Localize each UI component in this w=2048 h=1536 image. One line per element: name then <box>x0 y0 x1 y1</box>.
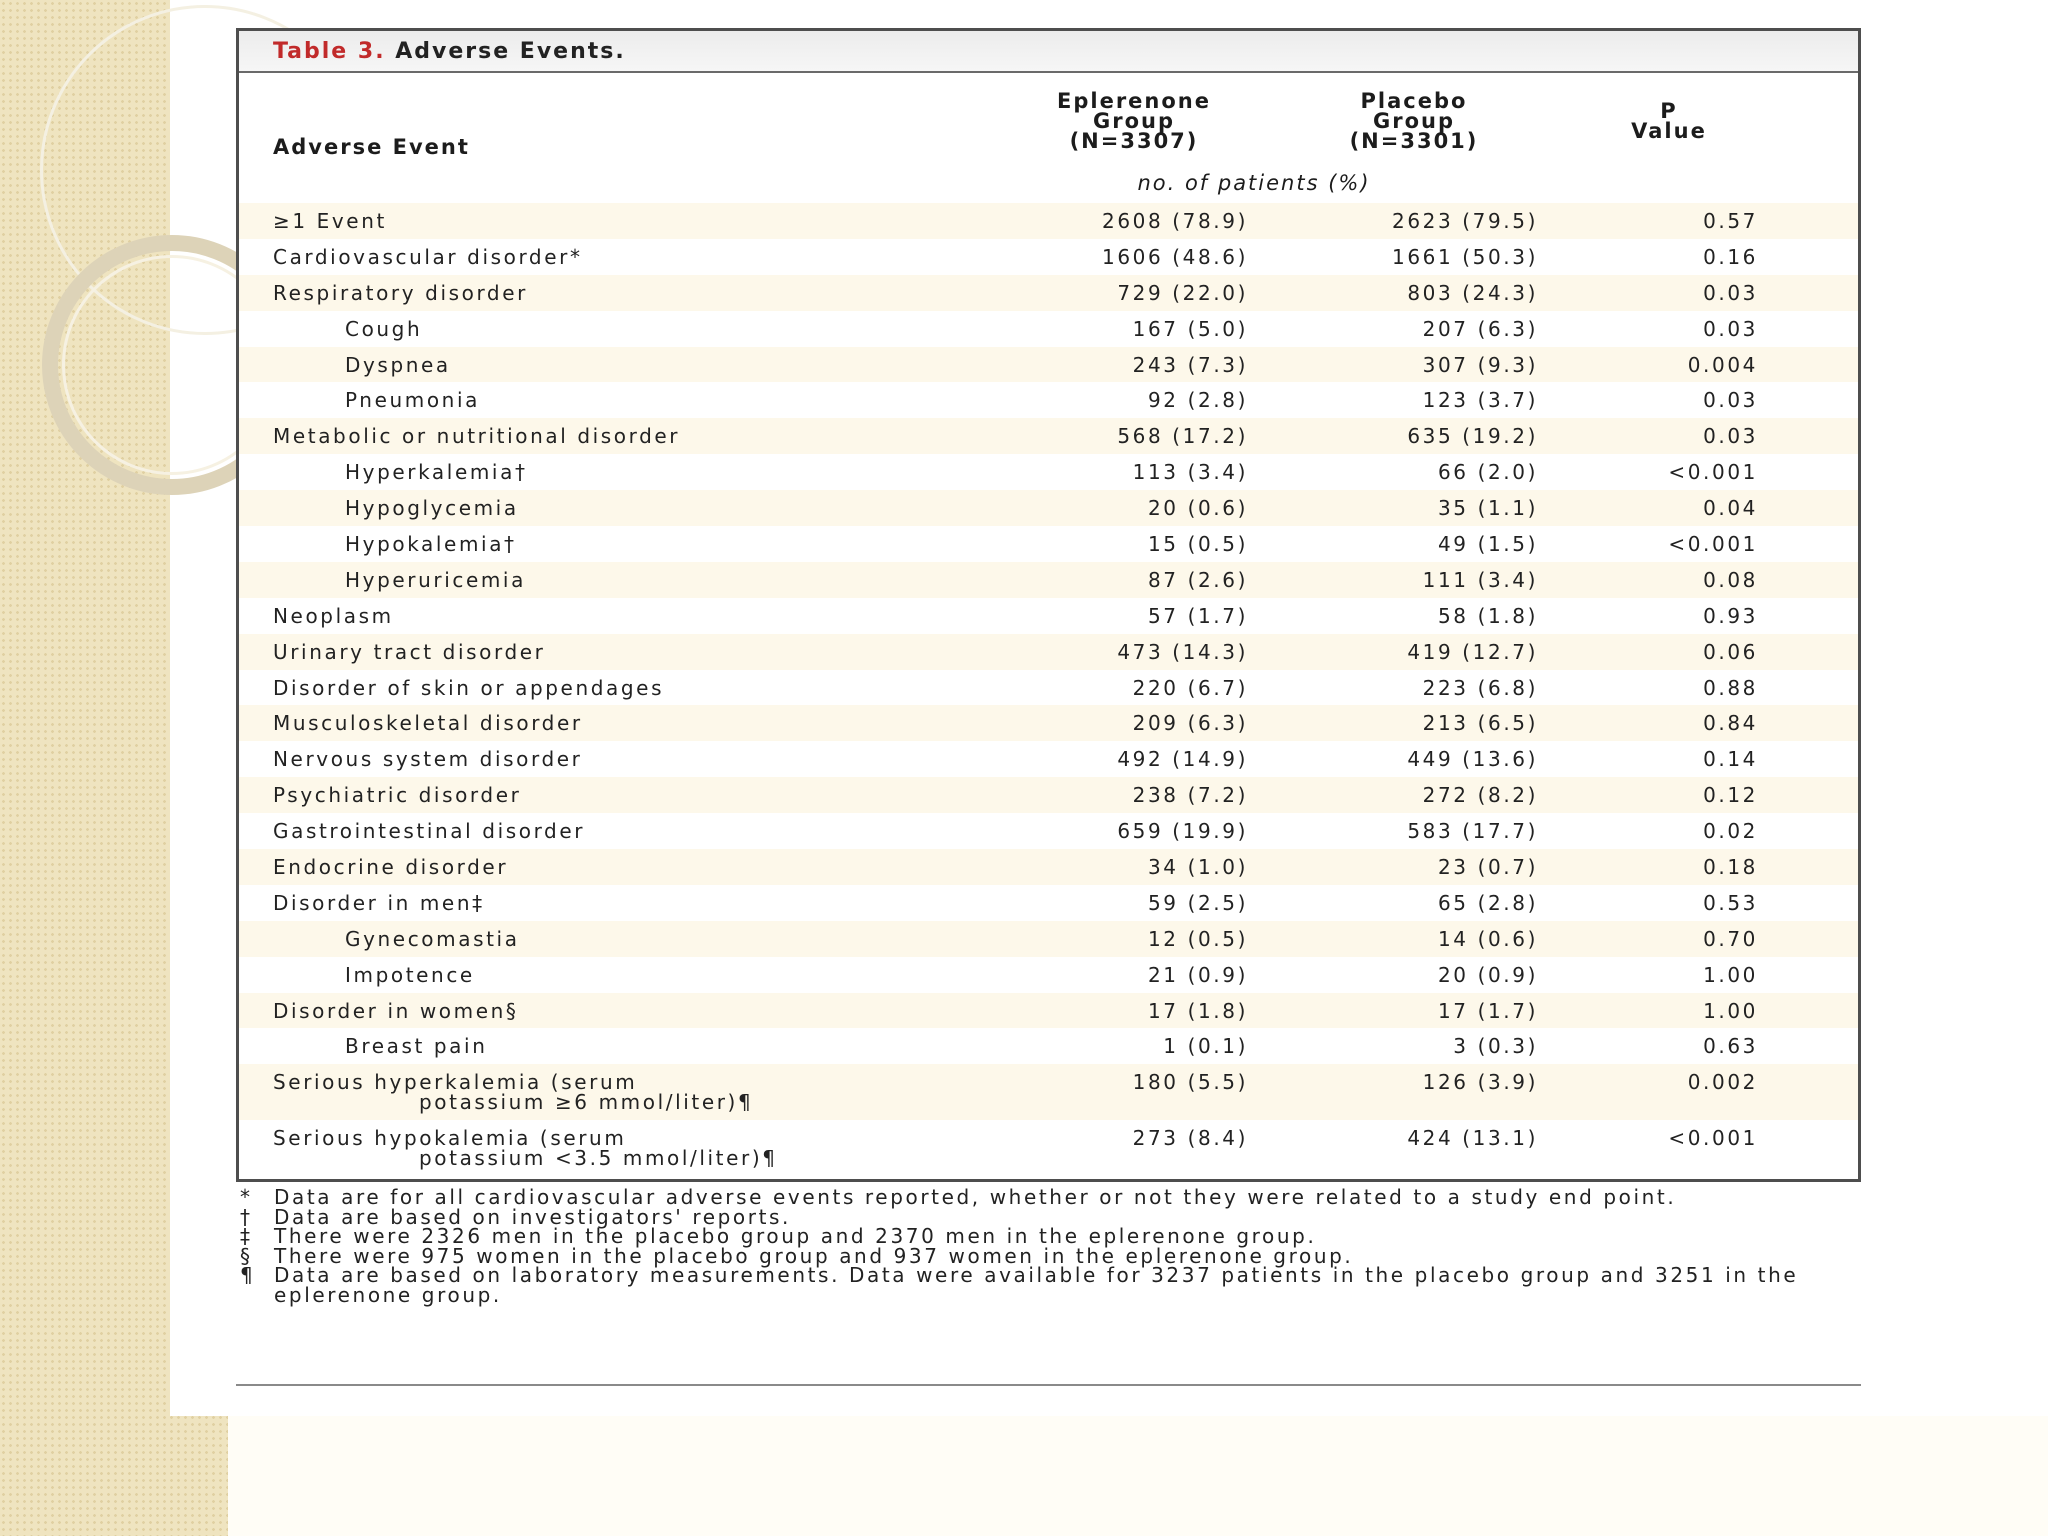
cell-adverse-event <box>273 211 387 231</box>
cell-placebo: 14 (0.6) <box>1437 926 1538 951</box>
cell-placebo: 65 (2.8) <box>1437 890 1538 915</box>
table-header <box>239 73 1858 203</box>
cell-placebo: 35 (1.1) <box>1437 496 1538 521</box>
table-row <box>239 1028 1858 1064</box>
cell-adverse-event <box>273 855 509 880</box>
event-label: Hyperuricemia <box>345 567 526 592</box>
event-label-continued: potassium <3.5 mmol/liter)¶ <box>419 1146 778 1171</box>
table-row <box>239 813 1858 849</box>
cell-p-value: 0.53 <box>1703 890 1758 915</box>
event-label-continued: potassium ≥6 mmol/liter)¶ <box>419 1090 754 1115</box>
table-row <box>239 885 1858 921</box>
cell-adverse-event <box>273 1126 778 1171</box>
cell-placebo: 583 (17.7) <box>1407 819 1538 844</box>
cell-eplerenone: 659 (19.9) <box>1117 819 1248 844</box>
event-label: Cough <box>345 316 423 341</box>
cell-eplerenone: 87 (2.6) <box>1147 567 1248 592</box>
cell-adverse-event <box>273 244 583 269</box>
table-row <box>239 670 1858 706</box>
header-line: Group <box>1092 109 1175 133</box>
event-label: Disorder in men‡ <box>273 890 485 915</box>
table-row <box>239 239 1858 275</box>
cell-placebo: 66 (2.0) <box>1437 460 1538 485</box>
footnote <box>236 1263 1861 1307</box>
table-row <box>239 1064 1858 1120</box>
table-row <box>239 921 1858 957</box>
header-line: Group <box>1372 109 1455 133</box>
header-line: P <box>1660 99 1678 123</box>
header-units: no. of patients (%) <box>1137 171 1371 195</box>
cell-p-value: 0.93 <box>1703 603 1758 628</box>
cell-placebo: 223 (6.8) <box>1422 675 1538 700</box>
cell-p-value: 0.18 <box>1703 855 1758 880</box>
cell-adverse-event <box>273 675 665 700</box>
cell-eplerenone: 1 (0.1) <box>1163 1034 1248 1059</box>
cell-adverse-event <box>345 496 519 521</box>
cell-eplerenone: 167 (5.0) <box>1132 316 1248 341</box>
table-row <box>239 562 1858 598</box>
table-title-text: Adverse Events. <box>395 39 626 64</box>
cell-p-value: 0.12 <box>1703 783 1758 808</box>
bottom-divider <box>236 1384 1861 1386</box>
table-row <box>239 490 1858 526</box>
cell-eplerenone: 59 (2.5) <box>1147 890 1248 915</box>
cell-p-value: 0.84 <box>1703 711 1758 736</box>
table-row <box>239 203 1858 239</box>
cell-adverse-event <box>273 424 681 449</box>
table-row <box>239 1120 1858 1176</box>
cell-placebo: 449 (13.6) <box>1407 747 1538 772</box>
cell-p-value: <0.001 <box>1668 532 1758 557</box>
cell-adverse-event <box>273 890 485 915</box>
event-label: Pneumonia <box>345 388 480 413</box>
cell-eplerenone: 209 (6.3) <box>1132 711 1248 736</box>
cell-eplerenone: 238 (7.2) <box>1132 783 1248 808</box>
footnote-mark: § <box>240 1243 253 1268</box>
footnote-mark: * <box>240 1185 253 1209</box>
cell-p-value: <0.001 <box>1668 460 1758 485</box>
cell-eplerenone: 180 (5.5) <box>1132 1070 1248 1095</box>
cell-adverse-event <box>345 532 517 557</box>
cell-placebo: 2623 (79.5) <box>1392 209 1538 233</box>
cell-p-value: 0.02 <box>1703 819 1758 844</box>
cell-p-value: <0.001 <box>1668 1126 1758 1151</box>
cell-placebo: 307 (9.3) <box>1422 352 1538 377</box>
event-label: Serious hyperkalemia (serum <box>273 1070 638 1095</box>
cell-placebo: 23 (0.7) <box>1437 855 1538 880</box>
event-label: Gastrointestinal disorder <box>273 819 586 844</box>
cell-p-value: 0.002 <box>1687 1070 1758 1095</box>
event-label: Disorder of skin or appendages <box>273 675 665 700</box>
footnote-text: Data are based on investigators' reports. <box>274 1204 791 1229</box>
event-label: Dyspnea <box>345 352 451 377</box>
table-row <box>239 418 1858 454</box>
footnote-text: Data are for all cardiovascular adverse events reported, whether or not they were related to a study end point. <box>274 1185 1677 1209</box>
table-row <box>239 634 1858 670</box>
cell-placebo: 419 (12.7) <box>1407 639 1538 664</box>
cell-p-value: 0.03 <box>1703 424 1758 449</box>
header-line: Value <box>1631 119 1707 143</box>
event-label: Nervous system disorder <box>273 747 583 772</box>
event-label: Endocrine disorder <box>273 855 509 880</box>
cell-adverse-event <box>345 460 528 485</box>
footnote-text: Data are based on laboratory measurements. Data were available for 3237 patients in the placebo group and 3251 in the eplerenone group. <box>274 1263 1799 1307</box>
table-row <box>239 993 1858 1029</box>
header-placebo <box>1299 91 1529 151</box>
cell-placebo: 17 (1.7) <box>1437 998 1538 1023</box>
cell-eplerenone: 92 (2.8) <box>1147 388 1248 413</box>
table-row <box>239 598 1858 634</box>
table-row <box>239 347 1858 383</box>
cell-adverse-event <box>345 388 480 413</box>
event-label: Hyperkalemia† <box>345 460 528 485</box>
cell-placebo: 803 (24.3) <box>1407 280 1538 305</box>
cell-eplerenone: 473 (14.3) <box>1117 639 1248 664</box>
cell-adverse-event <box>273 1070 754 1115</box>
table-body <box>239 203 1858 1176</box>
table-row <box>239 526 1858 562</box>
table-row <box>239 311 1858 347</box>
cell-adverse-event <box>345 567 526 592</box>
cell-adverse-event <box>345 962 475 987</box>
cell-eplerenone: 243 (7.3) <box>1132 352 1248 377</box>
cell-eplerenone: 1606 (48.6) <box>1102 244 1248 269</box>
cell-eplerenone: 492 (14.9) <box>1117 747 1248 772</box>
cell-p-value: 0.03 <box>1703 388 1758 413</box>
event-label: Disorder in women§ <box>273 998 519 1023</box>
footnote-text: There were 975 women in the placebo group and 937 women in the eplerenone group. <box>274 1243 1354 1268</box>
footnote-mark: † <box>240 1204 253 1229</box>
table-row <box>239 741 1858 777</box>
cell-eplerenone: 2608 (78.9) <box>1102 209 1248 233</box>
cell-p-value: 0.57 <box>1703 209 1758 233</box>
cell-p-value: 0.04 <box>1703 496 1758 521</box>
cell-eplerenone: 15 (0.5) <box>1147 532 1248 557</box>
cell-placebo: 635 (19.2) <box>1407 424 1538 449</box>
cell-placebo: 3 (0.3) <box>1453 1034 1538 1059</box>
footnote-mark: ‡ <box>240 1224 253 1249</box>
cell-eplerenone: 34 (1.0) <box>1147 855 1248 880</box>
header-adverse-event: Adverse Event <box>273 135 470 159</box>
cell-p-value: 0.06 <box>1703 639 1758 664</box>
cell-adverse-event <box>273 783 522 808</box>
cell-placebo: 123 (3.7) <box>1422 388 1538 413</box>
cell-p-value: 0.03 <box>1703 280 1758 305</box>
header-line: Eplerenone <box>1057 89 1211 113</box>
cell-p-value: 0.16 <box>1703 244 1758 269</box>
header-p-value <box>1589 101 1749 141</box>
cell-p-value: 0.004 <box>1687 352 1758 377</box>
cell-adverse-event <box>273 603 394 628</box>
cell-eplerenone: 220 (6.7) <box>1132 675 1248 700</box>
cell-p-value: 0.03 <box>1703 316 1758 341</box>
cell-eplerenone: 12 (0.5) <box>1147 926 1248 951</box>
table-title <box>239 31 1858 73</box>
table-row <box>239 957 1858 993</box>
table-row <box>239 777 1858 813</box>
cell-eplerenone: 568 (17.2) <box>1117 424 1248 449</box>
header-line: (N=3301) <box>1349 129 1479 153</box>
cell-p-value: 0.14 <box>1703 747 1758 772</box>
table-row <box>239 705 1858 741</box>
adverse-events-table <box>236 28 1861 1182</box>
cell-adverse-event <box>345 1034 488 1059</box>
table-footnotes <box>236 1185 1861 1307</box>
header-line: (N=3307) <box>1069 129 1199 153</box>
cell-eplerenone: 57 (1.7) <box>1147 603 1248 628</box>
cell-adverse-event <box>273 711 583 736</box>
cell-p-value: 0.08 <box>1703 567 1758 592</box>
header-line: Placebo <box>1360 89 1468 113</box>
cell-adverse-event <box>273 819 586 844</box>
cell-placebo: 424 (13.1) <box>1407 1126 1538 1151</box>
cell-adverse-event <box>273 280 528 305</box>
cell-placebo: 1661 (50.3) <box>1392 244 1538 269</box>
header-eplerenone <box>1019 91 1249 151</box>
cell-adverse-event <box>345 316 423 341</box>
event-label: ≥1 Event <box>273 209 387 233</box>
event-label: Psychiatric disorder <box>273 783 522 808</box>
cell-eplerenone: 113 (3.4) <box>1132 460 1248 485</box>
cell-placebo: 213 (6.5) <box>1422 711 1538 736</box>
cell-adverse-event <box>345 352 451 377</box>
event-label: Musculoskeletal disorder <box>273 711 583 736</box>
cell-eplerenone: 20 (0.6) <box>1147 496 1248 521</box>
cell-adverse-event <box>273 747 583 772</box>
event-label: Impotence <box>345 962 475 987</box>
cell-placebo: 207 (6.3) <box>1422 316 1538 341</box>
event-label: Hypokalemia† <box>345 532 517 557</box>
cell-adverse-event <box>273 998 519 1023</box>
table-row <box>239 382 1858 418</box>
cell-p-value: 0.63 <box>1703 1034 1758 1059</box>
cell-placebo: 49 (1.5) <box>1437 532 1538 557</box>
table-row <box>239 275 1858 311</box>
event-label: Cardiovascular disorder* <box>273 244 583 269</box>
event-label: Metabolic or nutritional disorder <box>273 424 681 449</box>
table-row <box>239 454 1858 490</box>
event-label: Neoplasm <box>273 603 394 628</box>
cell-eplerenone: 273 (8.4) <box>1132 1126 1248 1151</box>
cell-placebo: 58 (1.8) <box>1437 603 1538 628</box>
cell-placebo: 20 (0.9) <box>1437 962 1538 987</box>
cell-p-value: 0.88 <box>1703 675 1758 700</box>
event-label: Gynecomastia <box>345 926 520 951</box>
event-label: Serious hypokalemia (serum <box>273 1126 627 1151</box>
table-row <box>239 849 1858 885</box>
cell-eplerenone: 21 (0.9) <box>1147 962 1248 987</box>
footnote-text: There were 2326 men in the placebo group and 2370 men in the eplerenone group. <box>274 1224 1317 1249</box>
cell-placebo: 272 (8.2) <box>1422 783 1538 808</box>
cell-p-value: 0.70 <box>1703 926 1758 951</box>
cell-placebo: 126 (3.9) <box>1422 1070 1538 1095</box>
cell-adverse-event <box>273 639 546 664</box>
cell-p-value: 1.00 <box>1703 998 1758 1023</box>
table-label: Table 3. <box>273 39 386 64</box>
footnote-mark: ¶ <box>240 1263 256 1288</box>
event-label: Urinary tract disorder <box>273 639 546 664</box>
cell-eplerenone: 729 (22.0) <box>1117 280 1248 305</box>
cell-p-value: 1.00 <box>1703 962 1758 987</box>
cell-placebo: 111 (3.4) <box>1422 567 1538 592</box>
cell-eplerenone: 17 (1.8) <box>1147 998 1248 1023</box>
cell-adverse-event <box>345 926 520 951</box>
event-label: Hypoglycemia <box>345 496 519 521</box>
event-label: Breast pain <box>345 1034 488 1059</box>
event-label: Respiratory disorder <box>273 280 528 305</box>
